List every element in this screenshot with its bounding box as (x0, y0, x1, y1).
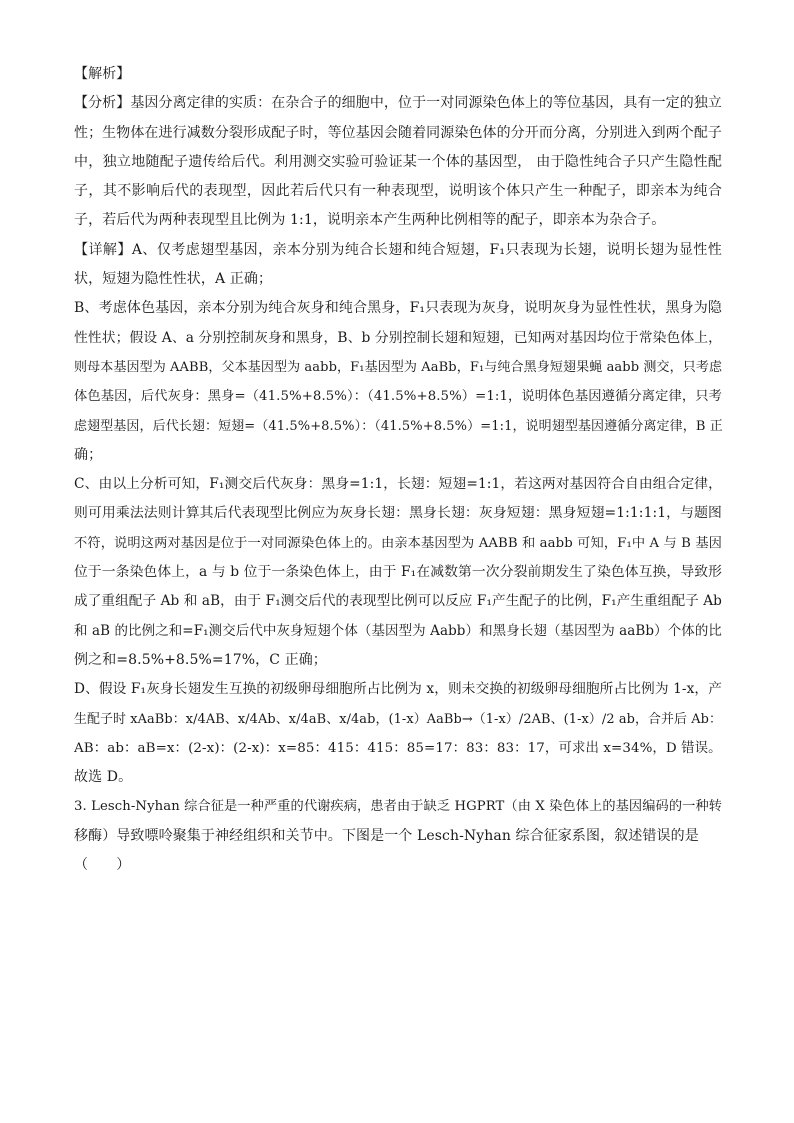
option-c-line-4: 位于一条染色体上，a 与 b 位于一条染色体上，由于 F₁在减数第一次分裂前期发生了染色体互换，导致形 (74, 564, 722, 581)
answer-explanation (74, 60, 722, 880)
question-3-line-1: 3. Lesch-Nyhan 综合征是一种严重的代谢疾病，患者由于缺乏 HGPRT（由 X 染色体上的基因编码的一种转 (74, 799, 723, 815)
option-d-line-1: D、假设 F₁灰身长翅发生互换的初级卵母细胞所占比例为 x，则未交换的初级卵母细胞所占比例为 1-x，产 (74, 681, 722, 698)
option-b-line-6: 确； (74, 446, 103, 463)
analysis-line-3: 中，独立地随配子遗传给后代。利用测交实验可验证某一个体的基因型， 由于隐性纯合子只产生隐性配 (74, 153, 722, 170)
option-b-line-3: 则母本基因型为 AABB，父本基因型为 aabb，F₁基因型为 AaBb，F₁与纯合黑身短翅果蝇 aabb 测交，只考虑 (74, 359, 723, 375)
detail-line-2: 状，短翅为隐性性状，A 正确； (74, 271, 273, 288)
option-c-line-2: 则可用乘法法则计算其后代表现型比例应为灰身长翅：黑身长翅：灰身短翅：黑身短翅=1:1:1:1，与题图 (74, 505, 722, 522)
option-d-line-3: AB：ab：aB=x：(2-x)：(2-x)：x=85：415：415：85=17：83：83：17，可求出 x=34%，D 错误。 (74, 740, 722, 756)
option-d-line-2: 生配子时 xAaBb：x/4AB、x/4Ab、x/4aB、x/4ab，(1-x）AaBb→（1-x）/2AB、(1-x）/2 ab，合并后 Ab： (74, 711, 722, 727)
option-b-line-1: B、考虑体色基因，亲本分别为纯合灰身和纯合黑身，F₁只表现为灰身，说明灰身为显性性状，黑身为隐 (74, 300, 722, 317)
section-heading: 【解析】 (74, 66, 131, 82)
answer-choice: 故选 D。 (74, 769, 133, 786)
answer-blank: （ ） (74, 857, 131, 874)
option-c-line-5: 成了重组配子 Ab 和 aB，由于 F₁测交后代的表现型比例可以反应 F₁产生配子的比例，F₁产生重组配子 Ab (74, 593, 722, 610)
analysis-line-1: 【分析】基因分离定律的实质：在杂合子的细胞中，位于一对同源染色体上的等位基因，具有一定的独立 (74, 95, 722, 112)
analysis-line-4: 子，其不影响后代的表现型，因此若后代只有一种表现型，说明该个体只产生一种配子，即亲本为纯合 (74, 183, 722, 200)
option-c-line-1: C、由以上分析可知，F₁测交后代灰身：黑身=1:1，长翅：短翅=1:1，若这两对基因符合自由组合定律， (74, 476, 722, 493)
option-b-line-5: 虑翅型基因，后代长翅：短翅=（41.5%+8.5%）：（41.5%+8.5%）=1:1，说明翅型基因遵循分离定律，B 正 (74, 418, 723, 434)
analysis-line-2: 性；生物体在进行减数分裂形成配子时，等位基因会随着同源染色体的分开而分离，分别进入到两个配子 (74, 124, 722, 141)
option-c-line-7: 例之和=8.5%+8.5%=17%，C 正确； (74, 651, 327, 668)
option-b-line-2: 性性状；假设 A、a 分别控制灰身和黑身，B、b 分别控制长翅和短翅，已知两对基因均位于常染色体上， (74, 329, 722, 346)
analysis-line-5: 子，若后代为两种表现型且比例为 1:1，说明亲本产生两种比例相等的配子，即亲本为杂合子。 (74, 212, 666, 229)
option-c-line-3: 不符，说明这两对基因是位于一对同源染色体上的。由亲本基因型为 AABB 和 aabb 可知，F₁中 A 与 B 基因 (74, 535, 722, 551)
option-c-line-6: 和 aB 的比例之和=F₁测交后代中灰身短翅个体（基因型为 Aabb）和黑身长翅（基因型为 aaBb）个体的比 (74, 622, 722, 639)
question-3-line-2: 移酶）导致嘌呤聚集于神经组织和关节中。下图是一个 Lesch-Nyhan 综合征家系图，叙述错误的是 (74, 827, 699, 844)
option-b-line-4: 体色基因，后代灰身：黑身=（41.5%+8.5%）：（41.5%+8.5%）=1:1，说明体色基因遵循分离定律，只考 (74, 389, 722, 405)
detail-line-1: 【详解】A、仅考虑翅型基因，亲本分别为纯合长翅和纯合短翅，F₁只表现为长翅，说明长翅为显性性 (74, 241, 722, 258)
